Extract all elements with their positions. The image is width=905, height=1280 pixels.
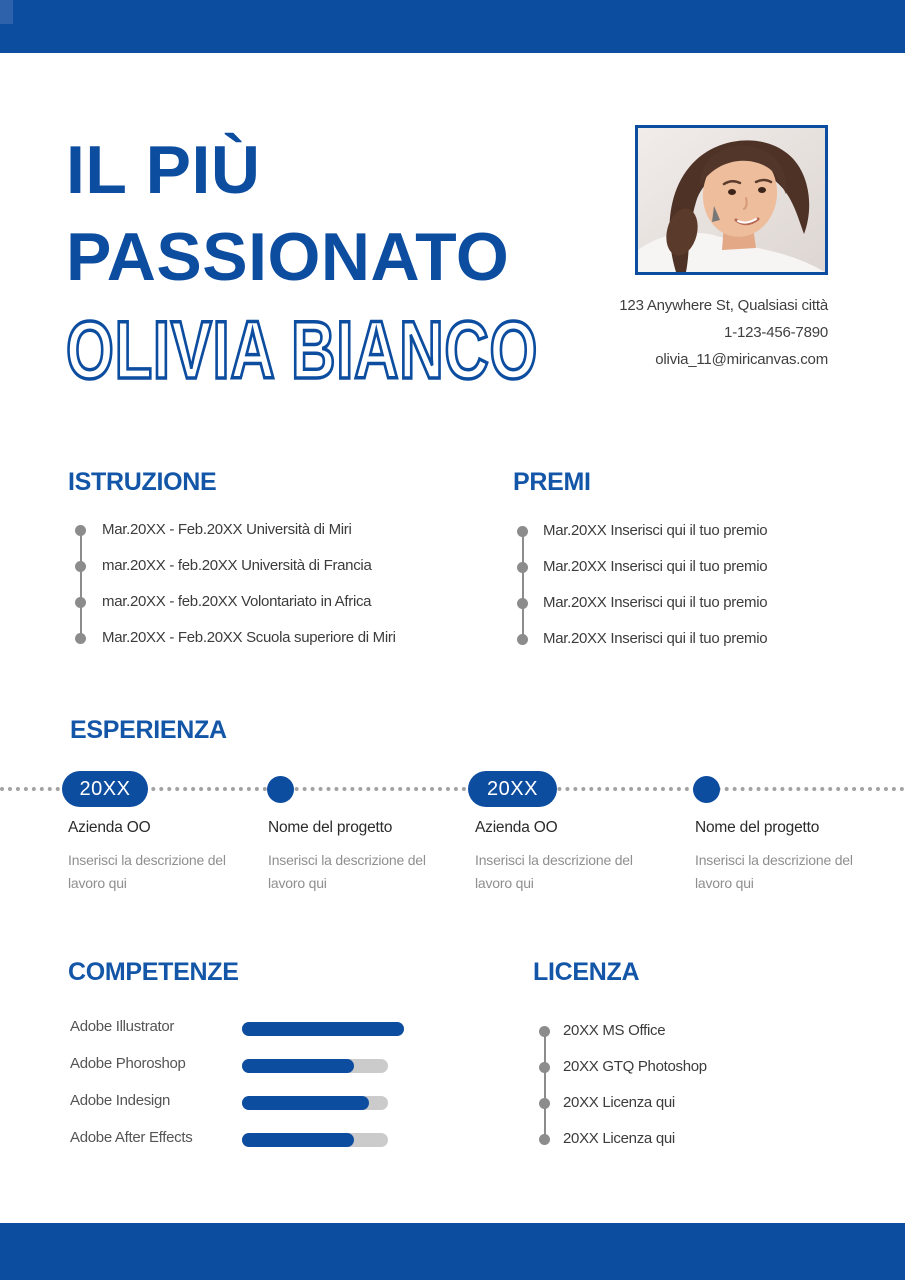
experience-entry xyxy=(695,819,865,895)
profile-photo xyxy=(635,125,828,275)
award-item: Mar.20XX Inserisci qui il tuo premio xyxy=(518,621,767,657)
award-item: Mar.20XX Inserisci qui il tuo premio xyxy=(518,585,767,621)
experience-entry-description: Inserisci la descrizione del lavoro qui xyxy=(475,852,633,891)
award-item: Mar.20XX Inserisci qui il tuo premio xyxy=(518,549,767,585)
license-item: 20XX MS Office xyxy=(540,1013,707,1049)
experience-entry-heading: Azienda OO xyxy=(475,819,558,836)
license-item: 20XX Licenza qui xyxy=(540,1085,707,1121)
experience-year-label: 20XX xyxy=(487,777,538,800)
experience-year-badge xyxy=(468,771,557,807)
skill-name: Adobe After Effects xyxy=(70,1129,193,1146)
contact-block xyxy=(619,292,828,373)
experience-year-badge xyxy=(62,771,148,807)
skill-name: Adobe Illustrator xyxy=(70,1018,175,1035)
contact-email: olivia_11@miricanvas.com xyxy=(655,351,828,368)
award-item: Mar.20XX Inserisci qui il tuo premio xyxy=(518,513,767,549)
skill-bar-fill xyxy=(242,1096,369,1110)
experience-node-dot xyxy=(693,776,720,803)
education-item: Mar.20XX - Feb.20XX Scuola superiore di Miri xyxy=(76,620,396,656)
portrait-illustration xyxy=(638,128,825,272)
experience-entry xyxy=(68,819,238,895)
section-title-awards: PREMI xyxy=(513,468,591,496)
experience-entry-heading: Nome del progetto xyxy=(268,819,393,836)
education-item: mar.20XX - feb.20XX Volontariato in Africa xyxy=(76,584,396,620)
bottom-accent-bar xyxy=(0,1223,905,1280)
corner-accent xyxy=(0,0,13,24)
experience-entry-description: Inserisci la descrizione del lavoro qui xyxy=(695,852,853,891)
experience-entry xyxy=(268,819,438,895)
skills-list xyxy=(68,1010,418,1158)
awards-list xyxy=(518,513,767,657)
contact-phone: 1-123-456-7890 xyxy=(724,324,828,341)
skill-row xyxy=(68,1010,418,1047)
skill-bar-fill xyxy=(242,1022,404,1036)
skill-name: Adobe Indesign xyxy=(70,1092,171,1109)
experience-entry-heading: Azienda OO xyxy=(68,819,151,836)
contact-address: 123 Anywhere St, Qualsiasi città xyxy=(619,297,828,314)
licenses-list xyxy=(540,1013,707,1157)
experience-entry xyxy=(475,819,645,895)
top-accent-bar xyxy=(0,0,905,53)
skill-bar-fill xyxy=(242,1133,354,1147)
title-line-2: PASSIONATO xyxy=(66,219,510,295)
skill-row xyxy=(68,1084,418,1121)
experience-entry-description: Inserisci la descrizione del lavoro qui xyxy=(68,852,226,891)
skill-bar xyxy=(242,1059,388,1073)
skill-bar xyxy=(242,1096,388,1110)
skill-row xyxy=(68,1121,418,1158)
license-item: 20XX GTQ Photoshop xyxy=(540,1049,707,1085)
skill-name: Adobe Phoroshop xyxy=(70,1055,186,1072)
section-title-experience: ESPERIENZA xyxy=(70,716,227,744)
license-item: 20XX Licenza qui xyxy=(540,1121,707,1157)
skill-bar-fill xyxy=(242,1059,354,1073)
title-line-1: IL PIÙ xyxy=(66,132,261,208)
experience-node-dot xyxy=(267,776,294,803)
section-title-skills: COMPETENZE xyxy=(68,958,239,986)
experience-entry-description: Inserisci la descrizione del lavoro qui xyxy=(268,852,426,891)
experience-year-label: 20XX xyxy=(79,777,131,800)
section-title-education: ISTRUZIONE xyxy=(68,468,217,496)
education-item: Mar.20XX - Feb.20XX Università di Miri xyxy=(76,512,396,548)
skill-bar xyxy=(242,1022,404,1036)
education-list xyxy=(76,512,396,656)
skill-row xyxy=(68,1047,418,1084)
experience-entry-heading: Nome del progetto xyxy=(695,819,820,836)
section-title-licenses: LICENZA xyxy=(533,958,640,986)
skill-bar xyxy=(242,1133,388,1147)
hero-title xyxy=(66,127,696,396)
title-name-outline: OLIVIA BIANCO xyxy=(66,305,539,396)
education-item: mar.20XX - feb.20XX Università di Francia xyxy=(76,548,396,584)
